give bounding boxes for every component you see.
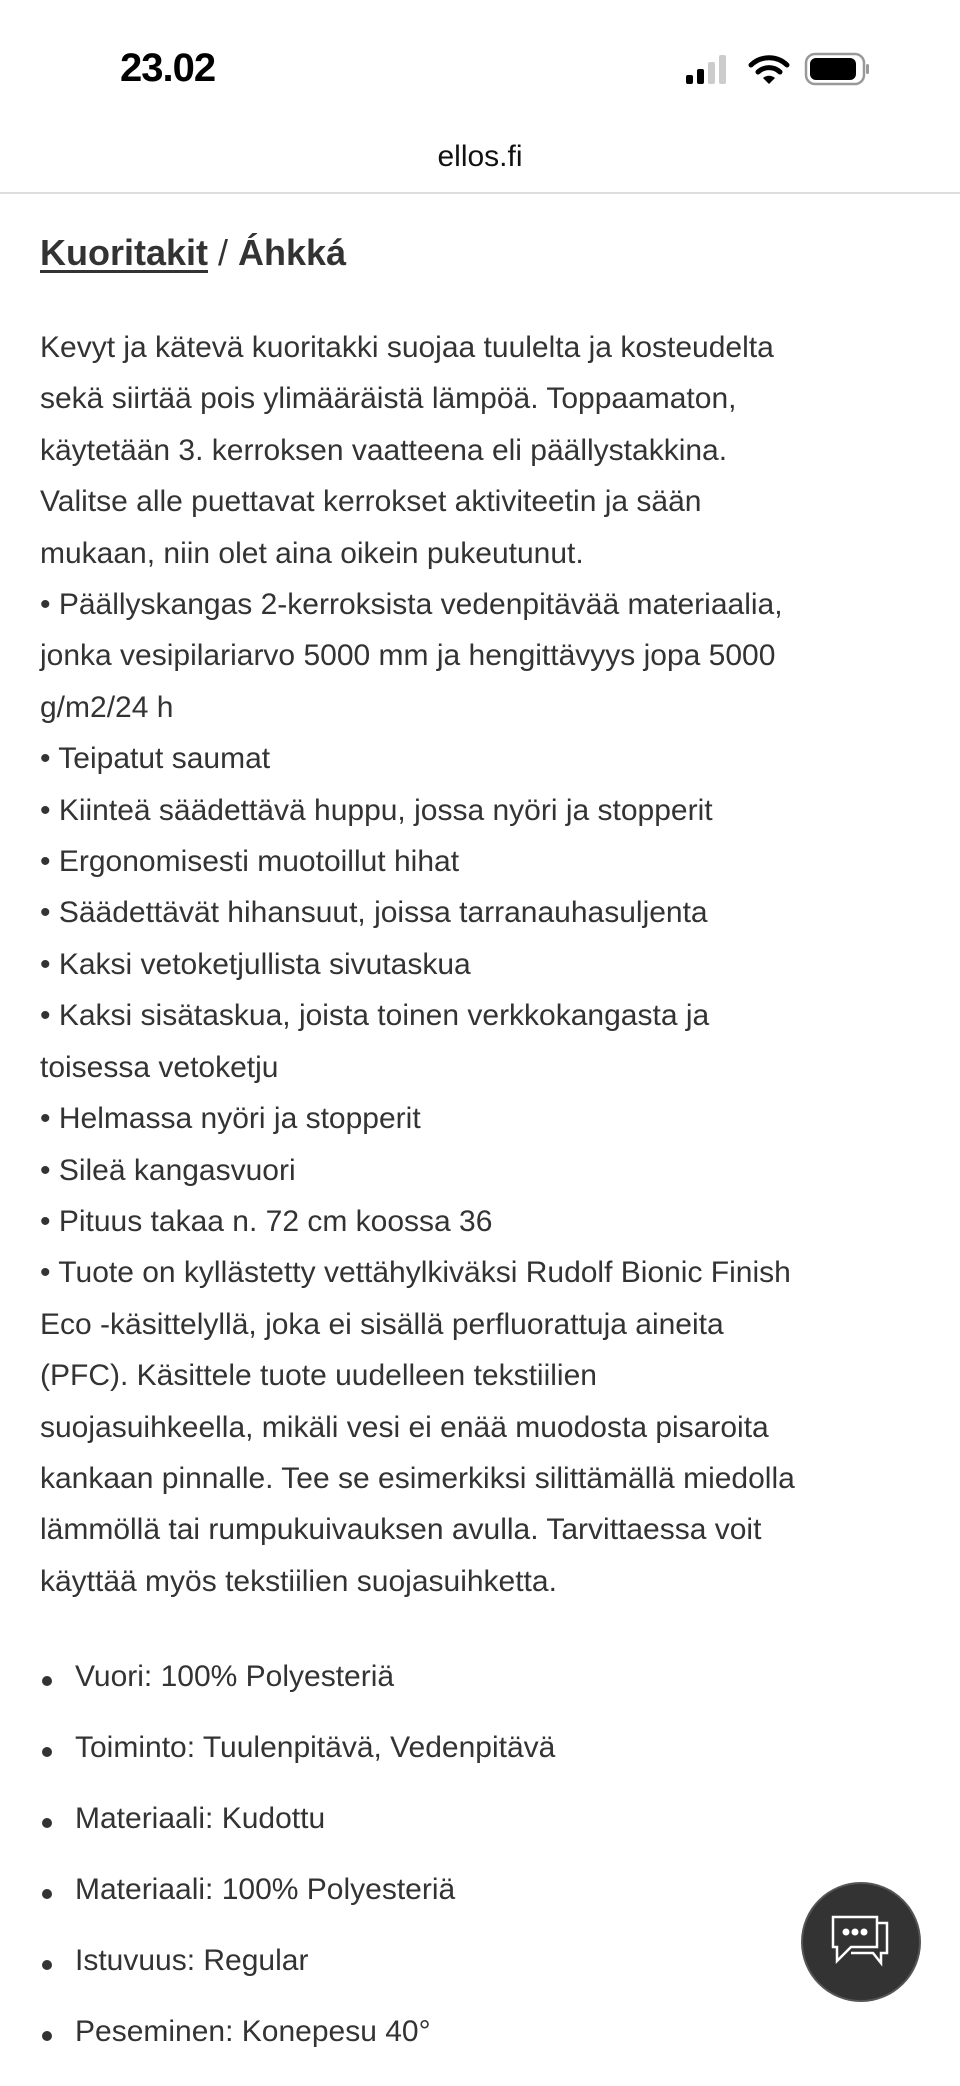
bullet-icon [42,1960,52,1970]
spec-item [40,1731,555,1802]
description-line: Eco -käsittelyllä, joka ei sisällä perfluorattuja aineita [40,1307,724,1341]
spec-item [40,1873,555,1944]
description-line: • Kiinteä säädettävä huppu, jossa nyöri ja stopperit [40,793,713,827]
description-line: • Tuote on kyllästetty vettähylkiväksi Rudolf Bionic Finish [40,1256,791,1290]
description-line: • Teipatut saumat [40,742,271,776]
description-line: kankaan pinnalle. Tee se esimerkiksi silittämällä miedolla [40,1461,795,1495]
breadcrumb [40,232,346,274]
description-line: käytetään 3. kerroksen vaatteena eli päällystakkina. [40,433,728,467]
description-line: (PFC). Käsittele tuote uudelleen tekstiilien [40,1359,597,1393]
description-line: g/m2/24 h [40,690,174,724]
spec-item [40,1660,555,1731]
spec-item [40,1944,555,2015]
bullet-icon [42,1889,52,1899]
cellular-signal-icon [686,53,734,85]
breadcrumb-brand: Áhkká [238,232,347,273]
description-line: • Helmassa nyöri ja stopperit [40,1102,421,1136]
breadcrumb-separator: / [208,232,239,273]
description-line: • Kaksi vetoketjullista sivutaskua [40,947,471,981]
description-line: sekä siirtää pois ylimääräistä lämpöä. Toppaamaton, [40,382,737,416]
description-line: • Kaksi sisätaskua, joista toinen verkkokangasta ja [40,999,710,1033]
spec-item [40,2015,555,2086]
spec-text: Vuori: 100% Polyesteriä [75,1660,395,1693]
spec-text: Istuvuus: Regular [75,1944,309,1977]
description-line: Kevyt ja kätevä kuoritakki suojaa tuulelta ja kosteudelta [40,331,774,364]
product-description [40,322,795,1607]
breadcrumb-category-link[interactable]: Kuoritakit [40,232,209,273]
description-line: • Päällyskangas 2-kerroksista vedenpitävää materiaalia, [40,588,783,622]
status-time: 23.02 [120,46,216,90]
chat-button[interactable] [803,1884,919,2000]
description-line: • Sileä kangasvuori [40,1153,296,1187]
spec-text: Materiaali: 100% Polyesteriä [75,1873,456,1906]
description-line: toisessa vetoketju [40,1050,279,1084]
product-specs-list [40,1660,555,2086]
description-line: jonka vesipilariarvo 5000 mm ja hengittävyys jopa 5000 [40,639,776,673]
address-bar-url[interactable]: ellos.fi [437,140,523,173]
description-line: • Ergonomisesti muotoillut hihat [40,845,460,879]
description-line: Valitse alle puettavat kerrokset aktiviteetin ja sään [40,485,702,519]
spec-text: Materiaali: Kudottu [75,1802,326,1835]
description-line: • Säädettävät hihansuut, joissa tarranauhasuljenta [40,896,708,930]
header-divider [0,192,960,194]
description-line: käyttää myös tekstiilien suojasuihketta. [40,1564,557,1598]
spec-text: Toiminto: Tuulenpitävä, Vedenpitävä [75,1731,556,1764]
bullet-icon [42,1747,52,1757]
description-line: mukaan, niin olet aina oikein pukeutunut. [40,536,584,570]
description-line: • Pituus takaa n. 72 cm koossa 36 [40,1204,493,1238]
spec-text: Peseminen: Konepesu 40° [75,2015,431,2048]
wifi-icon [748,53,790,85]
bullet-icon [42,1676,52,1686]
bullet-icon [42,1818,52,1828]
chat-bubbles-icon [829,1913,893,1971]
battery-icon [804,52,870,86]
bullet-icon [42,2031,52,2041]
description-line: lämmöllä tai rumpukuivauksen avulla. Tarvittaessa voit [40,1513,762,1547]
description-line: suojasuihkeella, mikäli vesi ei enää muodosta pisaroita [40,1410,769,1444]
spec-item [40,1802,555,1873]
status-icons [686,52,870,86]
